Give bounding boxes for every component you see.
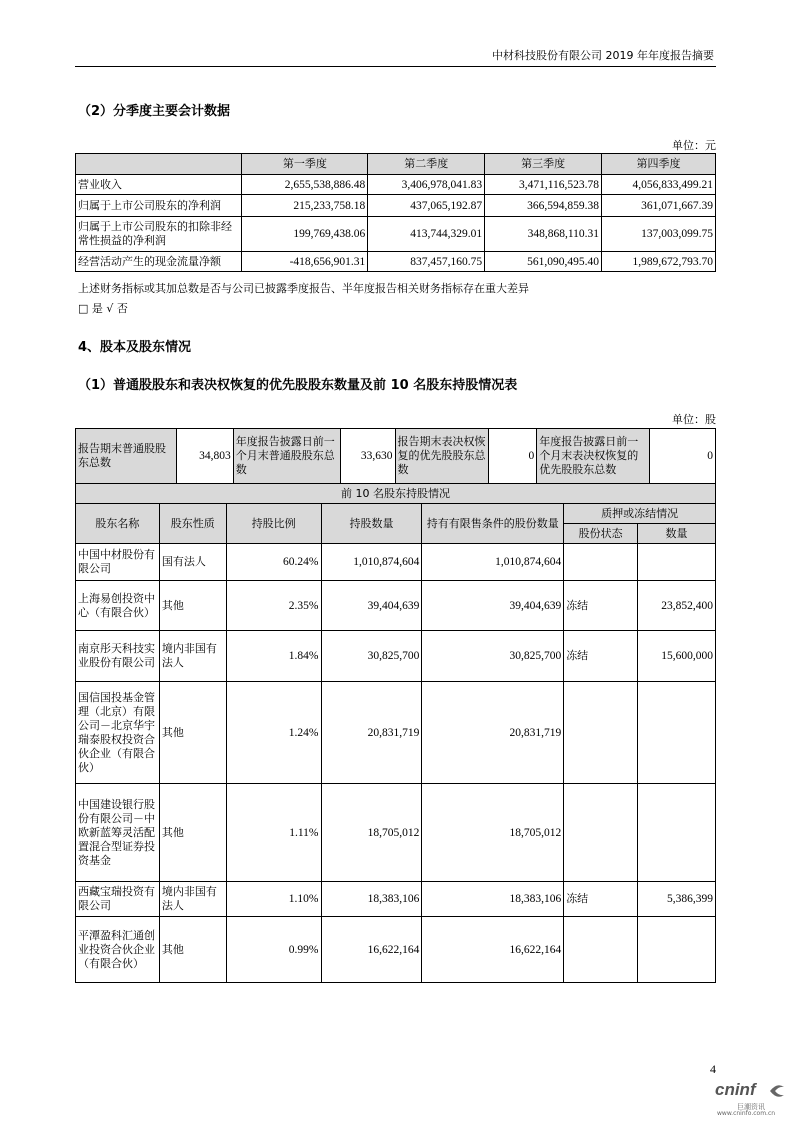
holding-qty: 1,010,874,604 (321, 544, 422, 581)
restricted-qty: 16,622,164 (422, 917, 564, 983)
share-status: 冻结 (564, 882, 638, 917)
holder-name: 中国中材股份有限公司 (76, 544, 160, 581)
holder-nature: 其他 (159, 784, 226, 882)
difference-answer: □ 是 √ 否 (78, 302, 128, 315)
page-number: 4 (710, 1062, 716, 1076)
holding-qty: 20,831,719 (321, 682, 422, 784)
section4-title: 4、股本及股东情况 (78, 340, 192, 355)
table-row (76, 784, 716, 882)
table-row (76, 544, 716, 581)
col-holder-name: 股东名称 (76, 504, 160, 544)
row-label: 营业收入 (76, 175, 242, 195)
cell-value: 215,233,758.18 (242, 195, 368, 217)
share-status (564, 544, 638, 581)
pledge-amount: 23,852,400 (638, 581, 716, 631)
logo-url: www.cninfo.com.cn (717, 1110, 776, 1117)
cell-value: 1,989,672,793.70 (602, 252, 716, 272)
restricted-qty: 18,705,012 (422, 784, 564, 882)
holding-ratio: 1.24% (226, 682, 321, 784)
holders-summary-table (75, 428, 716, 484)
table-row (76, 581, 716, 631)
holding-qty: 39,404,639 (321, 581, 422, 631)
quarterly-unit: 单位：元 (672, 139, 716, 152)
cell-value: 2,655,538,886.48 (242, 175, 368, 195)
col-restricted-qty: 持有有限售条件的股份数量 (422, 504, 564, 544)
share-status (564, 784, 638, 882)
row-label: 归属于上市公司股东的净利润 (76, 195, 242, 217)
top10-holders-table (75, 483, 716, 983)
holding-qty: 16,622,164 (321, 917, 422, 983)
col-q4: 第四季度 (602, 154, 716, 175)
share-status: 冻结 (564, 631, 638, 682)
holders-title: （1）普通股股东和表决权恢复的优先股股东数量及前 10 名股东持股情况表 (78, 378, 518, 393)
holding-qty: 18,705,012 (321, 784, 422, 882)
cell-value: 437,065,192.87 (368, 195, 485, 217)
cell-value: 561,090,495.40 (485, 252, 602, 272)
holder-nature: 其他 (159, 917, 226, 983)
holder-nature: 国有法人 (159, 544, 226, 581)
cell-value: 361,071,667.39 (602, 195, 716, 217)
cninfo-logo (715, 1080, 790, 1118)
pledge-amount (638, 544, 716, 581)
holder-name: 南京彤天科技实业股份有限公司 (76, 631, 160, 682)
cell-value: 3,406,978,041.83 (368, 175, 485, 195)
holding-qty: 18,383,106 (321, 882, 422, 917)
holder-nature: 其他 (159, 581, 226, 631)
holder-name: 西藏宝瑞投资有限公司 (76, 882, 160, 917)
summary-label: 报告期末普通股股东总数 (76, 429, 177, 484)
cell-value: 837,457,160.75 (368, 252, 485, 272)
quarterly-table (75, 153, 716, 272)
holders-unit: 单位：股 (672, 413, 716, 426)
pledge-amount (638, 784, 716, 882)
col-q1: 第一季度 (242, 154, 368, 175)
col-q3: 第三季度 (485, 154, 602, 175)
row-label: 经营活动产生的现金流量净额 (76, 252, 242, 272)
col-holding-qty: 持股数量 (321, 504, 422, 544)
table-row (76, 917, 716, 983)
quarterly-corner (76, 154, 242, 175)
cell-value: 413,744,329.01 (368, 217, 485, 252)
pledge-amount (638, 917, 716, 983)
restricted-qty: 1,010,874,604 (422, 544, 564, 581)
restricted-qty: 20,831,719 (422, 682, 564, 784)
col-q2: 第二季度 (368, 154, 485, 175)
share-status (564, 917, 638, 983)
pledge-amount: 15,600,000 (638, 631, 716, 682)
restricted-qty: 39,404,639 (422, 581, 564, 631)
holding-qty: 30,825,700 (321, 631, 422, 682)
summary-value: 0 (489, 429, 537, 484)
holder-name: 中国建设银行股份有限公司－中欧新蓝筹灵活配置混合型证券投资基金 (76, 784, 160, 882)
header-rule (75, 66, 716, 67)
col-share-status: 股份状态 (564, 524, 638, 544)
table-row (76, 882, 716, 917)
row-label: 归属于上市公司股东的扣除非经常性损益的净利润 (76, 217, 242, 252)
share-status (564, 682, 638, 784)
holder-nature: 境内非国有法人 (159, 631, 226, 682)
cell-value: 4,056,833,499.21 (602, 175, 716, 195)
holding-ratio: 1.11% (226, 784, 321, 882)
col-holder-nature: 股东性质 (159, 504, 226, 544)
page-header: 中材科技股份有限公司 2019 年年度报告摘要 (492, 49, 714, 62)
cell-value: 199,769,438.06 (242, 217, 368, 252)
summary-label: 年度报告披露日前一个月末普通股股东总数 (233, 429, 340, 484)
summary-value: 33,630 (340, 429, 395, 484)
holder-name: 国信国投基金管理（北京）有限公司－北京华宇瑞泰股权投资合伙企业（有限合伙） (76, 682, 160, 784)
logo-word: cninf (715, 1080, 756, 1099)
holder-name: 平潭盈科汇通创业投资合伙企业（有限合伙） (76, 917, 160, 983)
col-holding-ratio: 持股比例 (226, 504, 321, 544)
holding-ratio: 2.35% (226, 581, 321, 631)
holder-nature: 其他 (159, 682, 226, 784)
logo-mark-icon (767, 1082, 787, 1100)
col-pledge-freeze: 质押或冻结情况 (564, 504, 716, 524)
top10-title: 前 10 名股东持股情况 (76, 484, 716, 504)
cell-value: 366,594,859.38 (485, 195, 602, 217)
summary-value: 34,803 (176, 429, 233, 484)
share-status: 冻结 (564, 581, 638, 631)
cell-value: 3,471,116,523.78 (485, 175, 602, 195)
cell-value: 348,868,110.31 (485, 217, 602, 252)
col-pledge-amount: 数量 (638, 524, 716, 544)
summary-label: 报告期末表决权恢复的优先股股东总数 (395, 429, 489, 484)
cell-value: 137,003,099.75 (602, 217, 716, 252)
pledge-amount: 5,386,399 (638, 882, 716, 917)
quarterly-title: （2）分季度主要会计数据 (78, 104, 231, 119)
summary-label: 年度报告披露日前一个月末表决权恢复的优先股股东总数 (537, 429, 650, 484)
table-row (76, 631, 716, 682)
holding-ratio: 60.24% (226, 544, 321, 581)
restricted-qty: 18,383,106 (422, 882, 564, 917)
difference-note: 上述财务指标或其加总数是否与公司已披露季度报告、半年度报告相关财务指标存在重大差异 (78, 282, 529, 295)
cell-value: -418,656,901.31 (242, 252, 368, 272)
holder-nature: 境内非国有法人 (159, 882, 226, 917)
summary-value: 0 (650, 429, 716, 484)
table-row (76, 682, 716, 784)
logo-cn: 巨潮资讯 (737, 1103, 765, 1111)
restricted-qty: 30,825,700 (422, 631, 564, 682)
holding-ratio: 1.10% (226, 882, 321, 917)
holder-name: 上海易创投资中心（有限合伙） (76, 581, 160, 631)
holding-ratio: 1.84% (226, 631, 321, 682)
holding-ratio: 0.99% (226, 917, 321, 983)
pledge-amount (638, 682, 716, 784)
